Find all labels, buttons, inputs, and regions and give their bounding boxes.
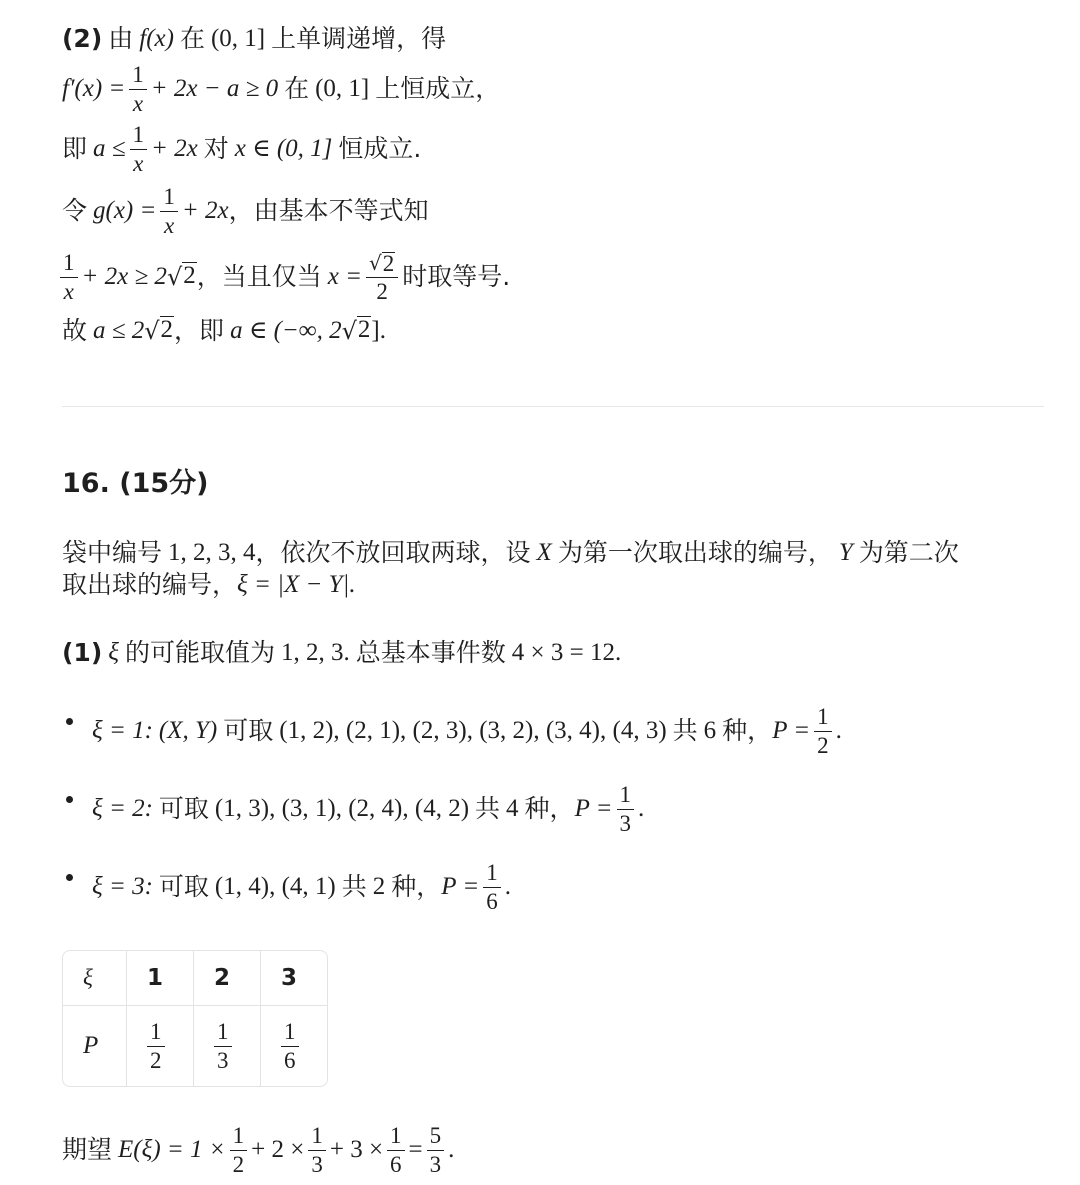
math: E(ξ) = 1 × — [118, 1136, 226, 1163]
fraction: $\frac{1}{x}$ — [130, 122, 148, 177]
table-cell: $\frac{1}{2}$ — [127, 1006, 194, 1086]
table-cell: P — [63, 1006, 127, 1086]
q16-stem-line-1 — [62, 536, 959, 570]
fraction: $\frac{5}{3}$ — [427, 1123, 445, 1178]
bullet-item-3: ξ = 3: 可取 (1, 4), (4, 1) 共 2 种， P = $\frac{1}{6}$ . — [92, 859, 511, 914]
text: 共 — [672, 716, 698, 745]
math: + 3 × — [329, 1136, 384, 1163]
text: 可取 — [223, 716, 274, 745]
math: 1, 2, 3, 4 — [168, 539, 256, 566]
text: 期望 — [62, 1135, 113, 1164]
fraction: $\frac{1}{3}$ — [617, 782, 635, 837]
table-cell: $\frac{1}{3}$ — [194, 1006, 261, 1086]
math: Y — [838, 539, 853, 566]
bullet-dot — [66, 718, 73, 725]
math: 4 × 3 = 12. — [511, 639, 622, 666]
math: + 2x — [151, 135, 198, 162]
part2-line-2 — [62, 58, 500, 120]
table-header-cell: 3 — [261, 951, 327, 1006]
q16-stem-line-2 — [62, 568, 356, 602]
text: ，依次不放回取两球，设 — [255, 538, 531, 567]
math: ξ = 1: — [92, 717, 153, 744]
part2-line-5 — [56, 246, 510, 308]
text: 即 — [62, 134, 88, 163]
math: ξ = 2: — [92, 795, 153, 822]
text: 在 — [284, 74, 310, 103]
math: P = — [772, 717, 811, 744]
text: 对 — [203, 134, 229, 163]
math: + 2x — [181, 197, 229, 224]
text: 由 — [108, 24, 134, 53]
math: x = — [327, 263, 362, 290]
text: 恒成立. — [338, 134, 422, 163]
text: ，由基本不等式知 — [228, 196, 429, 225]
text: ，即 — [174, 316, 225, 345]
text: 袋中编号 — [62, 538, 163, 567]
part2-line-6 — [62, 314, 386, 348]
table-header-cell: 1 — [127, 951, 194, 1006]
table-header-cell: 2 — [194, 951, 261, 1006]
bullet-item-1: ξ = 1: (X, Y) 可取 (1, 2), (2, 1), (2, 3), (3, 2), (3, 4), (4, 3) 共 6 种， P = $\frac{1}{2}$ . — [92, 703, 842, 758]
math: 4 — [506, 795, 519, 822]
sqrt: √ 2 — [166, 262, 196, 291]
math: 1, 2, 3. — [280, 639, 350, 666]
part-label: (2) — [62, 24, 103, 53]
text: 故 — [62, 316, 88, 345]
math: (0, 1] — [210, 25, 266, 52]
text: 为第一次取出球的编号， — [557, 538, 833, 567]
fraction: $\frac{1}{6}$ — [387, 1123, 405, 1178]
text: 时取等号. — [402, 262, 511, 291]
text: ，当且仅当 — [196, 262, 322, 291]
part2-line-4 — [62, 180, 429, 242]
fraction: $\frac{1}{x}$ — [129, 62, 147, 117]
text: 可取 — [158, 872, 209, 901]
part2-line-1 — [62, 22, 446, 56]
text: 种， — [391, 872, 442, 901]
table-header-cell: ξ — [63, 951, 127, 1006]
math: ξ = 3: — [92, 873, 153, 900]
math: a ≤ 2 — [93, 317, 145, 344]
fraction: $\frac{1}{x}$ — [160, 184, 178, 239]
math: P = — [441, 873, 480, 900]
math: 6 — [703, 717, 717, 744]
section-divider — [62, 406, 1044, 407]
math: a ∈ (−∞, 2 — [230, 317, 342, 344]
math: x ∈ (0, 1] — [234, 135, 333, 162]
math: (0, 1] — [315, 75, 370, 102]
table-header-row — [63, 951, 327, 1006]
math: g(x) = — [93, 197, 157, 224]
math: ξ — [108, 639, 119, 666]
math: + 2x − a ≥ 0 — [150, 75, 279, 102]
text: 共 — [475, 794, 501, 823]
math: a ≤ — [93, 135, 126, 162]
text: 在 — [179, 24, 205, 53]
bullet-item-2: ξ = 2: 可取 (1, 3), (3, 1), (2, 4), (4, 2) 共 4 种， P = $\frac{1}{3}$ . — [92, 781, 645, 836]
text: 为第二次 — [858, 538, 959, 567]
math: f(x) — [139, 25, 174, 52]
distribution-table — [62, 950, 328, 1087]
text: 的可能取值为 — [124, 638, 275, 667]
fraction: $\frac{1}{6}$ — [483, 860, 501, 915]
sqrt: √ 2 — [144, 316, 174, 345]
text: 上恒成立， — [375, 74, 501, 103]
math: (1, 4), (4, 1) — [214, 873, 336, 900]
math: (1, 2), (2, 1), (2, 3), (3, 2), (3, 4), (4, 3) — [279, 717, 667, 744]
text: 共 — [341, 872, 367, 901]
q16-part1-line — [62, 636, 621, 670]
math: X — [536, 539, 552, 566]
fraction: √ 2 2 — [366, 250, 398, 305]
math: (X, Y) — [158, 717, 218, 744]
expectation-line: 期望 E(ξ) = 1 × $\frac{1}{2}$ + 2 × $\frac{1}{3}$ + 3 × $\frac{1}{6}$ = $\frac{5}{3}$ . — [62, 1122, 455, 1177]
math: P = — [574, 795, 613, 822]
part2-line-3 — [62, 118, 421, 180]
text: 总基本事件数 — [355, 638, 506, 667]
table-cell: $\frac{1}{6}$ — [261, 1006, 327, 1086]
text: 种， — [722, 716, 773, 745]
fraction: $\frac{1}{3}$ — [308, 1123, 326, 1178]
math: = — [408, 1136, 423, 1163]
text: 种， — [524, 794, 575, 823]
math: + 2 × — [251, 1136, 305, 1163]
math: ξ = |X − Y|. — [237, 571, 356, 598]
fraction: $\frac{1}{2}$ — [814, 704, 832, 759]
bullet-dot — [66, 874, 73, 881]
text: 令 — [62, 196, 88, 225]
math: (1, 3), (3, 1), (2, 4), (4, 2) — [214, 795, 470, 822]
math: 2 — [372, 873, 386, 900]
table-row — [63, 1006, 327, 1086]
fraction: $\frac{1}{2}$ — [230, 1123, 248, 1178]
math: ]. — [371, 317, 386, 344]
text: 取出球的编号， — [62, 570, 238, 599]
bullet-dot — [66, 796, 73, 803]
fraction: $\frac{1}{x}$ — [60, 250, 78, 305]
math: + 2x ≥ 2 — [81, 263, 167, 290]
text: 可取 — [158, 794, 209, 823]
math: f′(x) = — [62, 75, 126, 102]
sqrt: √ 2 — [341, 316, 371, 345]
part-label: (1) — [62, 638, 103, 667]
question-heading: 16. (15分) — [62, 468, 209, 499]
text: 上单调递增，得 — [271, 24, 447, 53]
